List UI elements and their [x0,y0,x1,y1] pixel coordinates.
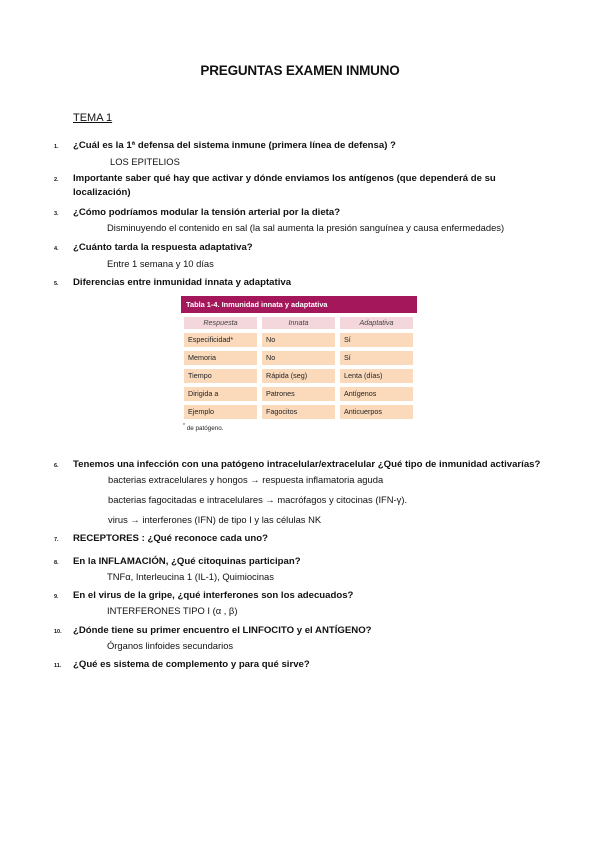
question-number: 2. [54,177,59,183]
table-cell: Ejemplo [184,405,257,419]
page-title: PREGUNTAS EXAMEN INMUNO [200,63,400,78]
question-number: 9. [54,594,59,600]
question-5: Diferencias entre inmunidad innata y adaptativa [73,277,292,288]
question-1: ¿Cuál es la 1ª defensa del sistema inmune (primera línea de defensa) ? [73,140,396,151]
table-cell: Especificidad* [184,333,257,347]
question-number: 6. [54,463,59,469]
table-row [184,387,417,401]
question-number: 1. [54,144,59,150]
answer-1: LOS EPITELIOS [110,156,180,167]
table-header-row [184,317,417,329]
answer-3: Disminuyendo el contenido en sal (la sal aumenta la presión sanguínea y causa enfermedades) [107,222,505,233]
table-row [184,405,417,419]
answer-8: TNFα, Interleucina 1 (IL-1), Quimiocinas [107,571,274,582]
table-row [184,369,417,383]
table-cell: Tiempo [184,369,257,383]
table-cell: Sí [340,351,413,365]
answer-10: Órganos linfoides secundarios [107,640,234,651]
question-11: ¿Qué es sistema de complemento y para qué sirve? [73,659,310,670]
table-row [184,333,417,347]
question-4: ¿Cuánto tarda la respuesta adaptativa? [73,242,253,253]
question-number: 8. [54,560,59,566]
question-6: Tenemos una infección con una patógeno intracelular/extracelular ¿Qué tipo de inmunidad activarías? [73,459,541,470]
question-9: En el virus de la gripe, ¿qué interferones son los adecuados? [73,590,354,601]
table-cell: Lenta (días) [340,369,413,383]
answer-4: Entre 1 semana y 10 días [107,258,214,269]
question-number: 10. [54,629,62,635]
table-header-cell: Adaptativa [340,317,413,329]
table-footnote-text: de patógeno. [186,425,224,433]
table-cell: No [262,351,335,365]
question-8: En la INFLAMACIÓN, ¿Qué citoquinas participan? [73,556,301,567]
table-cell: Anticuerpos [340,405,413,419]
table-cell: Memoria [184,351,257,365]
table-cell: No [262,333,335,347]
question-7: RECEPTORES : ¿Qué reconoce cada uno? [73,533,268,544]
table-cell: Dirigida a [184,387,257,401]
question-number: 11. [54,663,62,669]
table-header-cell: Innata [262,317,335,329]
table-title: Tabla 1-4. Inmunidad innata y adaptativa [181,296,417,313]
question-10: ¿Dónde tiene su primer encuentro el LINFOCITO y el ANTÍGENO? [73,625,372,636]
question-3: ¿Cómo podríamos modular la tensión arterial por la dieta? [73,207,341,218]
answer-6-2: bacterias fagocitadas e intracelulares → macrófagos y citocinas (IFN-γ). [108,494,408,505]
question-number: 4. [54,246,59,252]
table-cell: Patrones [262,387,335,401]
table-cell: Antígenos [340,387,413,401]
question-number: 5. [54,281,59,287]
table-cell: Fagocitos [262,405,335,419]
immunity-table [181,296,417,432]
question-2: Importante saber qué hay que activar y dónde enviamos los antígenos (que dependerá de su localización) [73,173,496,198]
answer-6-3: virus → interferones (IFN) de tipo I y las células NK [108,514,322,525]
answer-6-1: bacterias extracelulares y hongos → respuesta inflamatoria aguda [108,474,384,485]
table-cell: Sí [340,333,413,347]
question-number: 7. [54,537,59,543]
table-cell: Rápida (seg) [262,369,335,383]
table-footnote: * de patógeno. [183,423,224,433]
table-header-cell: Respuesta [184,317,257,329]
question-number: 3. [54,211,59,217]
table-row [184,351,417,365]
answer-9: INTERFERONES TIPO I (α , β) [107,605,238,616]
section-heading: TEMA 1 [73,112,113,124]
